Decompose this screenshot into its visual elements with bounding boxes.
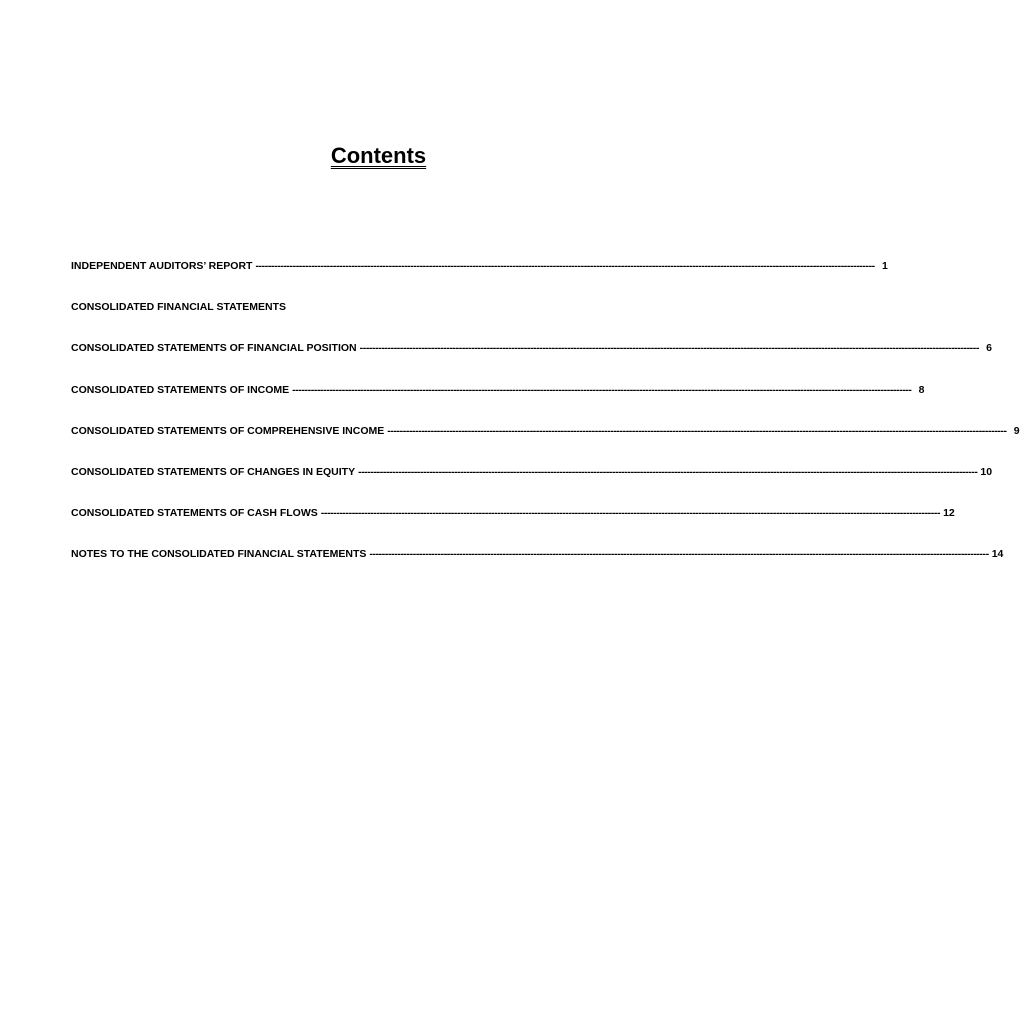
page-title: Contents [330, 143, 427, 168]
toc-leader: -------------------------------------------------------------------------------------------------------------------------------------------------------------------------------------------------------- [292, 383, 912, 396]
toc-entry-label: CONSOLIDATED STATEMENTS OF COMPREHENSIVE INCOME [71, 424, 385, 437]
toc-entry-label: INDEPENDENT AUDITORS’ REPORT [71, 260, 253, 272]
toc-entry-label: CONSOLIDATED STATEMENTS OF CASH FLOWS [71, 507, 318, 520]
toc-leader: -------------------------------------------------------------------------------------------------------------------------------------------------------------------------------------------------------- [358, 465, 978, 478]
toc-page-number: 1 [881, 260, 888, 272]
toc-entry-label: CONSOLIDATED STATEMENTS OF FINANCIAL POSITION [71, 342, 357, 355]
toc-entry[interactable] [71, 340, 992, 356]
toc-section-heading [71, 299, 571, 315]
toc-entry[interactable] [71, 258, 888, 274]
table-of-contents [71, 258, 1020, 562]
toc-leader: -------------------------------------------------------------------------------------------------------------------------------------------------------------------------------------------------------- [369, 548, 989, 561]
toc-entry-label: NOTES TO THE CONSOLIDATED FINANCIAL STATEMENTS [71, 548, 367, 561]
toc-entry[interactable] [71, 382, 925, 398]
toc-page-number: 10 [980, 465, 993, 478]
toc-entry[interactable] [71, 464, 993, 480]
toc-page-number: 12 [943, 507, 955, 520]
toc-leader: -------------------------------------------------------------------------------------------------------------------------------------------------------------------------------------------------------- [387, 424, 1007, 437]
toc-page-number: 9 [1013, 424, 1020, 437]
toc-entry[interactable] [71, 546, 1004, 562]
toc-page-number: 14 [991, 548, 1004, 561]
toc-page-number: 6 [986, 342, 992, 355]
toc-page-number: 8 [918, 383, 925, 396]
toc-entry-label: CONSOLIDATED STATEMENTS OF CHANGES IN EQUITY [71, 465, 356, 478]
toc-entry-label: CONSOLIDATED STATEMENTS OF INCOME [71, 383, 290, 396]
toc-entry[interactable] [71, 505, 955, 521]
toc-entry-label: CONSOLIDATED FINANCIAL STATEMENTS [71, 301, 287, 314]
toc-entry[interactable] [71, 423, 1020, 439]
toc-leader: -------------------------------------------------------------------------------------------------------------------------------------------------------------------------------------------------------- [255, 260, 875, 272]
toc-leader: -------------------------------------------------------------------------------------------------------------------------------------------------------------------------------------------------------- [359, 342, 979, 355]
toc-leader: -------------------------------------------------------------------------------------------------------------------------------------------------------------------------------------------------------- [320, 507, 941, 520]
